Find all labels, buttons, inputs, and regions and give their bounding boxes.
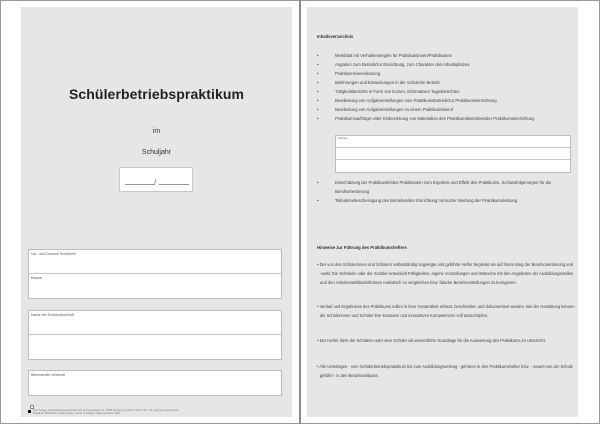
hint-paragraph: • Verlauf und Ergebnisse des Praktikums sollen in ihrer Gesamtheit erfasst, beschrieben und dokumentiert werden. Bei der Gestaltung können die Schülerinnen und Schüler ihre kreativen und innovativen Kompetenzen voll ausschöpfen.: [317, 304, 575, 318]
bullet-icon: •: [317, 198, 319, 203]
field-label: Vor- und Zuname Schüler/in: [31, 252, 76, 256]
field-label: Name der Schule/Anschrift: [31, 313, 74, 317]
cover-page: [21, 7, 292, 417]
hint-paragraph: • Der Hefter dient der Schülerin oder dem Schüler als wesentliche Grundlage für die Auswertung des Praktikums im Unterricht.: [317, 338, 546, 343]
publisher-logo-icon: [28, 410, 31, 413]
teacher-info-group: [28, 370, 282, 396]
footer-line: Sym Verlags- und Beratungsgesellschaft mbH, Vorsprungstraße 41, 31535 Spielsberg, Telefon 0 50 20 / 50 - 231, www.sym-spielsberg.de: [33, 409, 179, 412]
hint-paragraph: • Der von den Schülerinnen und Schülern selbstständig angelegte und geführte Hefter begleitet sie auf ihrem Weg der Berufsorientierung und -wahl. Die Schülerin oder der Schüler entwickelt Fähigkeiten, eigene Vorstellungen und Wünsche mit den Angeboten der Ausbildungsstellen und den Arbeitsmarktbedürfnissen realistisch zu vergleichen bzw. falsche Berufsvorstellungen zu korrigieren.: [317, 262, 574, 285]
toc-item: • Praktikumsaufträge unter Einbeziehung von Materialien des Praktikumsbetriebes/der Praktikumseinrichtung: [317, 116, 535, 121]
bullet-icon: •: [317, 80, 319, 85]
bullet-icon: •: [317, 71, 319, 76]
field-label: Klasse: [31, 276, 42, 280]
bullet-icon: •: [317, 107, 319, 112]
bullet-icon: •: [317, 62, 319, 67]
anlagen-field[interactable]: [336, 136, 570, 148]
toc-list-continued: [317, 178, 572, 205]
school-year-field[interactable]: [119, 167, 193, 192]
bullet-icon: •: [317, 53, 319, 58]
toc-item: • Einschätzung der Praktikantin/des Praktikanten zum Ergebnis und Effekt des Praktikums, Schlussfolgerungen für die Berufsorientierung: [317, 180, 552, 194]
toc-heading: Inhaltsverzeichnis: [317, 34, 354, 39]
bullet-icon: •: [317, 116, 319, 121]
toc-item: • Bearbeitung von Aufgabenstellungen zu einem Praktikumsberuf: [317, 107, 454, 112]
toc-item: • Belehrungen und Einweisungen in der Schule/im Betrieb: [317, 80, 440, 85]
footer-text: [33, 409, 179, 415]
student-info-group: [28, 249, 282, 299]
toc-item: • Teilnahmebescheinigung des Betriebes/der Einrichtung mit kurzer Wertung der Praktikumsleistung: [317, 198, 518, 203]
im-label: im: [152, 128, 161, 135]
anlagen-box: [335, 135, 571, 173]
toc-item: • Angaben zum Betrieb/zur Einrichtung, zum Charakter des Arbeitsplatzes: [317, 62, 470, 67]
school-address-field[interactable]: [29, 335, 281, 359]
anlagen-field[interactable]: [336, 160, 570, 172]
toc-item: • Merkblatt mit Verhaltensregeln für Praktikantinnen/Praktikanten: [317, 53, 453, 58]
hints-heading: Hinweise zur Führung des Praktikumshefters: [317, 245, 407, 250]
anlagen-field[interactable]: [336, 148, 570, 160]
student-name-field[interactable]: [29, 250, 281, 274]
toc-item: • Praktikumsvereinbarung: [317, 71, 381, 76]
contents-page: [307, 7, 578, 417]
footer-line: Bestell-Nr. 999-905-50, Kopiervorlagen, Stand: 3. Auflage, Inhalte geschützt, 2008: [33, 412, 120, 416]
page-title: Schülerbetriebspraktikum: [68, 86, 245, 102]
school-info-group: [28, 310, 282, 360]
toc-item: • Bearbeitung von Aufgabenstellungen zum Praktikumsbetrieb/zur Praktikumseinrichtung: [317, 98, 497, 103]
field-label: Betreuende Lehrkraft: [31, 373, 65, 377]
year-end-line[interactable]: [159, 184, 189, 185]
year-separator: /: [154, 178, 157, 187]
toc-list: [317, 51, 572, 123]
year-start-line[interactable]: [125, 184, 154, 185]
hint-paragraph: • Alle Unterlagen - vom Schülerbetriebspraktikum bis zum Ausbildungsvertrag - gehören in den Praktikumshefter bzw. - soweit von der Schule geführt - in den Berufswahlpass.: [317, 364, 574, 378]
page-divider: [299, 0, 301, 424]
toc-item: • Tätigkeitsberichte in Form von kurzen, informativen Tagesberichten: [317, 89, 460, 94]
school-name-field[interactable]: [29, 311, 281, 335]
class-field[interactable]: [29, 274, 281, 298]
anlagen-label: Anlagen: [338, 137, 348, 140]
schuljahr-label: Schuljahr: [141, 149, 172, 156]
teacher-field[interactable]: [29, 371, 281, 395]
bullet-icon: •: [317, 98, 319, 103]
bullet-icon: •: [317, 180, 319, 185]
bullet-icon: •: [317, 89, 319, 94]
